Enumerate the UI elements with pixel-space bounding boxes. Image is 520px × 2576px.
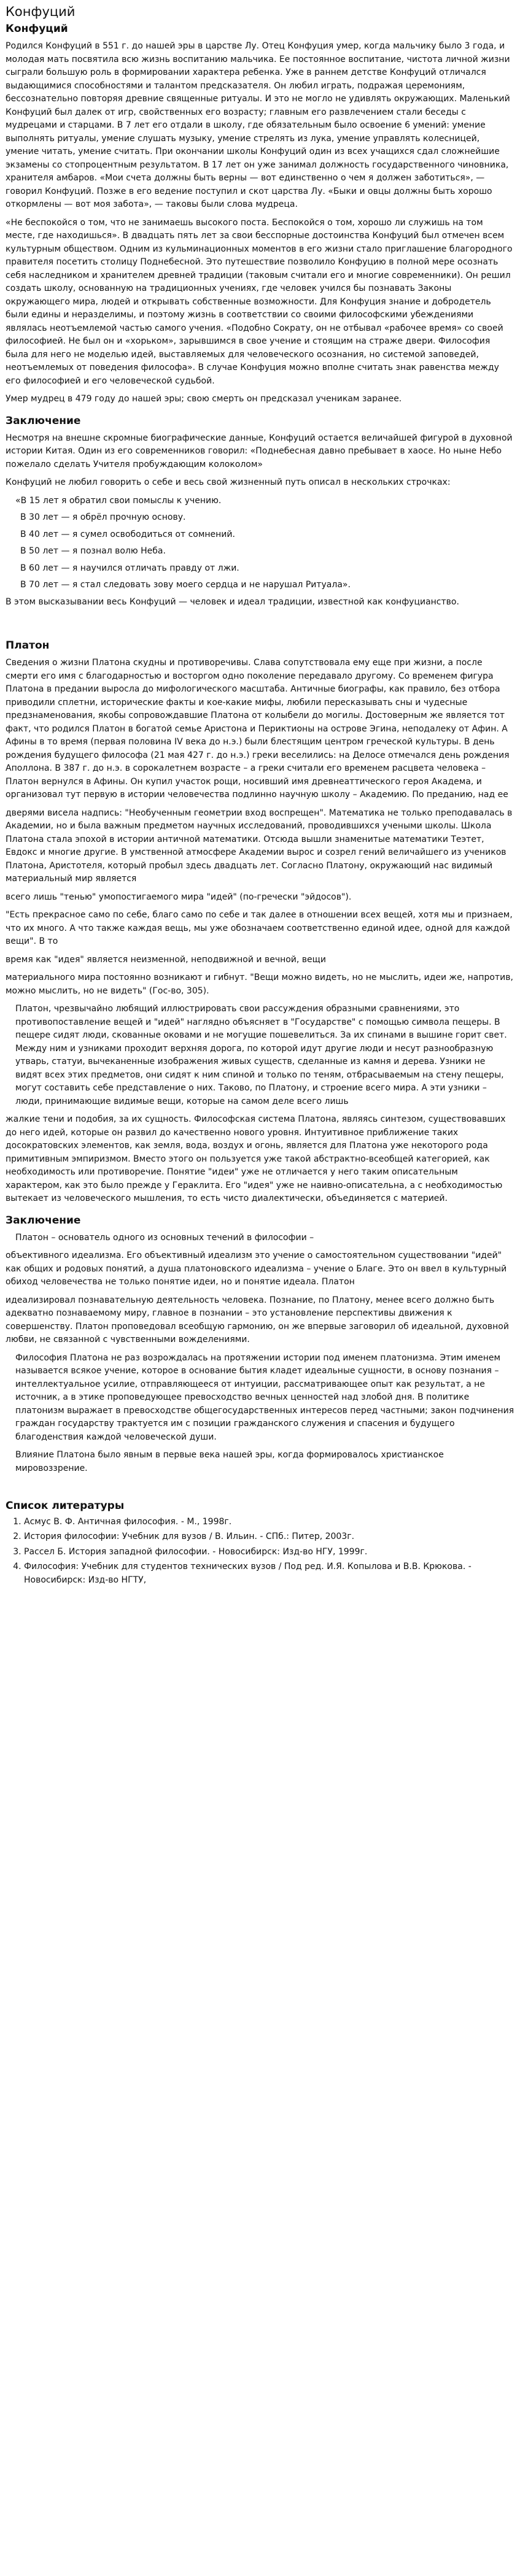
plato-paragraph-8: жалкие тени и подобия, за их сущность. Философская система Платона, являясь синтезом, существовавших до него идей, которые он развил до качественно нового уровня. Интуитивное приближение таких досократовских элементов, как земля, вода, воздух и огонь, является для Платона уже некоторого рода примитивным эмпиризмом. Вместо этого он пользуется уже такой абстрактно-всеобщей категорией, как необходимость или противоречие. Понятие "идеи" уже не отличается у него таким описательным характером, как это было прежде у Гераклита. Его "идея" уже не наивно-описательна, а с необходимостью вытекает из человеческого мышления, то есть чисто диалектически, объединяется с материей. [6, 1114, 506, 1203]
plato-paragraph-5: время как "идея" является неизменной, неподвижной и вечной, вещи [6, 954, 326, 965]
section-heading-confucius: Конфуций [6, 23, 68, 35]
plato-paragraph-1: Сведения о жизни Платона скудны и противоречивы. Слава сопутствовала ему еще при жизни, а после смерти его имя с благодарностью и восторгом одно поколение передавало другому. Со временем фигура Платона в предании выросла до мифологического масштаба. Античные биографы, как правило, без отбора приводили сплетни, исторические факты и кое-какие мифы, любили пересказывать сны и чудесные предзнаменования, якобы сопровождавшие Платона от колыбели до могилы. Достоверным же является тот факт, что родился Платон в богатой семье Аристона и Периктионы на острове Эгина, неподалеку от Афин. А Афины в то время (первая половина IV века до н.э.) были блестящим центром греческой культуры. В день рождения будущего философа (21 мая 427 г. до н.э.) греки веселились: на Делосе отмечался день рождения Аполлона. В 387 г. до н.э. в сорокалетнем возрасте – а греки считали его временем расцвета человека – Платон вернулся в Афины. Он купил участок рощи, носивший имя древнеаттического героя Академа, и организовал тут первую в истории человечества подлинно научную школу – Академию. По преданию, над ее [6, 658, 510, 800]
section-plato [6, 638, 514, 1206]
plato-paragraph-3: всего лишь "тенью" умопостигаемого мира "идей" (по-гречески "эйдосов"). [6, 892, 352, 902]
plato-conclusion-paragraph-3: идеализировал познавательную деятельность человека. Познание, по Платону, менее всего должно быть адекватно познаваемому миру, главное в познании – это установление перспективы движения к совершенству. Платон проповедовал всеобщую гармонию, он же впервые заговорил об идеальной, духовной любви, не связанной с чувственными вожделениями. [6, 1295, 509, 1344]
plato-conclusion-paragraph-5: Влияние Платона было явным в первые века нашей эры, когда формировалось христианское мировоззрение. [15, 1450, 444, 1473]
saying-line: «В 15 лет я обратил свои помыслы к учению. [15, 495, 222, 506]
confucius-paragraph-2: «Не беспокойся о том, что не занимаешь высокого поста. Беспокойся о том, хорошо ли служишь на том месте, где находишься». В двадцать пять лет за свои бесспорные достоинства Конфуций был отмечен всем культурным обществом. Одним из кульминационных моментов в его жизни стало приглашение благородного правителя посетить столицу Поднебесной. Это путешествие позволило Конфуцию в полной мере осознать себя наследником и хранителем древней традиции (таковым считали его и многие современники). Он решил создать школу, основанную на традиционных учениях, где человек учился бы познавать Законы окружающего мира, людей и открывать собственные возможности. Для Конфуция знание и добродетель были едины и неразделимы, и поэтому жизнь в соответствии со своими философскими убеждениями являлась неотъемлемой частью самого учения. «Подобно Сократу, он не отбывал «рабочее время» со своей философией. Не был он и «хорьком», зарывшимся в свое учение и стоящим на страже двери. Философия была для него не моделью идей, выставляемых для человеческого осознания, но системой заповедей, неотъемлемых от поведения философа». В случае Конфуция можно вполне считать знак равенства между его философией и его человеческой судьбой. [6, 217, 513, 386]
bibliography-item: 2. История философии: Учебник для вузов / В. Ильин. - СПб.: Питер, 2003г. [24, 1530, 514, 1544]
confucius-paragraph-1: Родился Конфуций в 551 г. до нашей эры в царстве Лу. Отец Конфуция умер, когда мальчику было 3 года, и молодая мать посвятила всю жизнь воспитанию мальчика. Ее постоянное воспитание, чистота личной жизни сыграли большую роль в формировании характера ребенка. Уже в раннем детстве Конфуций отличался выдающимися способностями и талантом предсказателя. Он любил играть, подражая церемониям, бессознательно повторяя древние священные ритуалы. И это не могло не удивлять окружающих. Маленький Конфуций был далек от игр, свойственных его возрасту; главным его развлечением стали беседы с мудрецами и старцами. В 7 лет его отдали в школу, где обязательным было освоение 6 умений: умение выполнять ритуалы, умение слушать музыку, умение стрелять из лука, умение управлять колесницей, умение читать, умение считать. При окончании школы Конфуций один из всех учащихся сдал сложнейшие экзамены со стопроцентным результатом. В 17 лет он уже занимал должность государственного чиновника, хранителя амбаров. «Мои счета должны быть верны — вот единственно о чем я должен заботиться», — говорил Конфуций. Позже в его ведение поступил и скот царства Лу. «Быки и овцы должны быть хорошо откормлены — вот моя забота», — таковы были слова мудреца. [6, 41, 510, 209]
saying-line: В 50 лет — я познал волю Неба. [20, 546, 166, 556]
plato-conclusion-paragraph-1: Платон – основатель одного из основных течений в философии – [15, 1232, 314, 1243]
plato-conclusion-paragraph-4: Философия Платона не раз возрождалась на протяжении истории под именем платонизма. Этим именем называется всякое учение, которое в основание бытия кладет идеальные сущности, в основу познания – интеллектуальное усилие, отправляющееся от интуиции, рассматривающее опыт как результат, а не источник, а в этике проповедующее превосходство вечных ценностей над злобой дня. В политике платонизм выражает в превосходстве общегосударственных интересов перед частными; закон подчинения граждан государству трактуется им с позиции гражданского служения и спасения и будущего благоденствия каждой человеческой души. [15, 1352, 514, 1442]
confucius-conclusion-paragraph-3: В этом высказывании весь Конфуций — человек и идеал традиции, известной как конфуцианство. [6, 596, 459, 607]
saying-line: В 70 лет — я стал следовать зову моего сердца и не нарушал Ритуала». [20, 580, 351, 590]
confucius-sayings [6, 495, 514, 592]
bibliography-item: 1. Асмус В. Ф. Античная философия. - М., 1998г. [24, 1516, 514, 1529]
section-confucius [6, 21, 514, 406]
plato-conclusion-paragraph-2: объективного идеализма. Его объективный идеализм это учение о самостоятельном существовании "идей" как общих и родовых понятий, а душа платоновского идеализма – учение о Благе. Это он ввел в культурный обиход человечества не только понятие идеи, но и понятие идеала. Платон [6, 1251, 507, 1287]
bibliography-item: 4. Философия: Учебник для студентов технических вузов / Под ред. И.Я. Копылова и В.В. Крюкова. - Новосибирск: Изд-во НГТУ, [24, 1560, 514, 1587]
section-bibliography [6, 1500, 514, 1587]
section-confucius-conclusion [6, 414, 514, 609]
bibliography-item: 3. Рассел Б. История западной философии. - Новосибирск: Изд-во НГУ, 1999г. [24, 1546, 514, 1559]
saying-line: В 40 лет — я сумел освободиться от сомнений. [20, 529, 235, 539]
plato-paragraph-2: дверями висела надпись: "Необученным геометрии вход воспрещен". Математика не только преподавалась в Академии, но и была важным предметом научных исследований, проводившихся учеными школы. Школа Платона стала эпохой в истории античной математики. Отсюда вышли знаменитые математики Теэтет, Евдокс и многие другие. В умственной атмосфере Академии вырос и созрел гений величайшего из учеников Платона, Аристотеля, который пробыл здесь двадцать лет. Согласно Платону, окружающий нас видимый материальный мир является [6, 808, 513, 884]
saying-line: В 30 лет — я обрёл прочную основу. [20, 512, 186, 522]
confucius-conclusion-paragraph-1: Несмотря на внешне скромные биографические данные, Конфуций остается величайшей фигурой в духовной истории Китая. Один из его современников говорил: «Поднебесная давно пребывает в хаосе. Но ныне Небо пожелало сделать Учителя пробуждающим колоколом» [6, 433, 513, 469]
section-heading-plato-conclusion: Заключение [6, 1214, 81, 1227]
plato-paragraph-7: Платон, чрезвычайно любящий иллюстрировать свои рассуждения образными сравнениями, это противопоставление вещей и "идей" наглядно объясняет в "Государстве" с помощью символа пещеры. В пещере сидят люди, скованные оковами и не могущие пошевелиться. За их спинами в вышине горит свет. Между ним и узниками проходит верхняя дорога, по которой идут другие люди и несут разнообразную утварь, статуи, вычеканенные изображения живых существ, сделанные из камня и дерева. Узники не видят всех этих предметов, они сидят к ним спиной и только по теням, отбрасываемым на стену пещеры, могут составить себе представление о них. Таково, по Платону, и строение всего мира. А эти узники – люди, принимающие видимые вещи, которые на самом деле всего лишь [15, 1004, 507, 1106]
section-heading-confucius-conclusion: Заключение [6, 414, 81, 427]
section-heading-plato: Платон [6, 639, 50, 652]
document [0, 3, 520, 1603]
confucius-paragraph-3: Умер мудрец в 479 году до нашей эры; свою смерть он предсказал ученикам заранее. [6, 394, 402, 404]
bibliography-heading: Список литературы [6, 1500, 125, 1512]
bibliography-list [6, 1516, 514, 1587]
plato-paragraph-6: материального мира постоянно возникают и гибнут. "Вещи можно видеть, но не мыслить, идеи же, напротив, можно мыслить, но не видеть" (Гос-во, 305). [6, 973, 513, 996]
page-title: Конфуций [6, 4, 76, 19]
section-plato-conclusion [6, 1213, 514, 1476]
saying-line: В 60 лет — я научился отличать правду от лжи. [20, 563, 239, 573]
spacer [6, 614, 514, 631]
confucius-conclusion-paragraph-2: Конфуций не любил говорить о себе и весь свой жизненный путь описал в нескольких строчках: [6, 477, 451, 487]
plato-paragraph-4: "Есть прекрасное само по себе, благо само по себе и так далее в отношении всех вещей, хотя мы и признаем, что их много. А что также каждая вещь, мы уже обозначаем соответственно единой идее, одной для каждой вещи". В то [6, 910, 513, 946]
